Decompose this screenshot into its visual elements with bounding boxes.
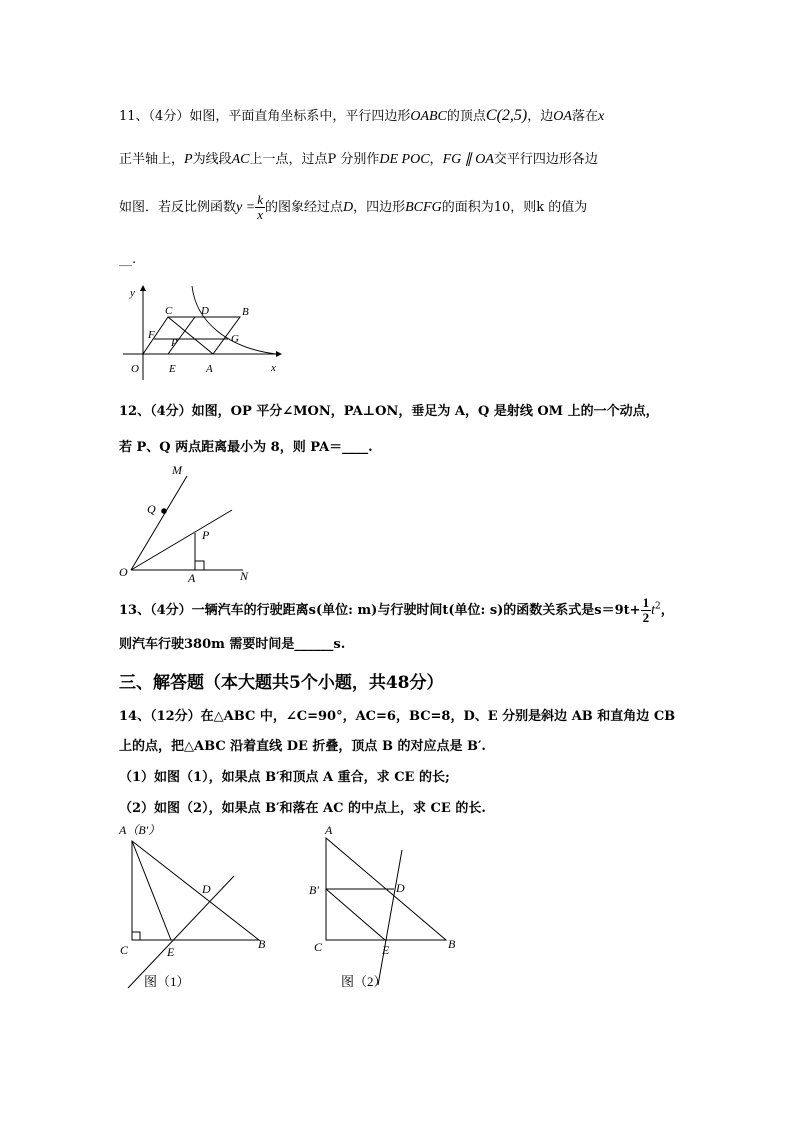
ray-om <box>131 476 187 570</box>
label-p: P <box>171 337 178 349</box>
label-f: F <box>148 329 155 341</box>
label-a: A <box>206 363 213 375</box>
label-p: P <box>202 528 210 542</box>
right-angle-mark <box>132 932 140 940</box>
label-c: C <box>314 940 323 954</box>
label-a: A <box>325 823 333 837</box>
caption: 图（1） <box>144 974 190 989</box>
right-angle-mark <box>195 561 204 570</box>
label-d: D <box>201 305 209 317</box>
label-b: B <box>242 306 249 318</box>
label-c: C <box>120 943 129 957</box>
fraction-one-half: $\frac{1}{2}$ <box>642 595 650 625</box>
q14-line3: （1）如图（1），如果点 B′和顶点 A 重合，求 CE 的长; <box>119 770 450 785</box>
label-o: O <box>131 363 139 375</box>
q13-line2: 则汽车行驶380m 需要时间是______s. <box>119 637 346 652</box>
fold-line-de <box>128 876 234 988</box>
q13-line1: 13、（4分）一辆汽车的行驶距离s(单位: m)与行驶时间t(单位: s)的函数关系式是s＝9t+ $\frac{1}{2}$ $t^2$， <box>119 595 674 625</box>
point-q <box>161 508 167 514</box>
figure-14-2 <box>308 820 468 992</box>
q11-line3: 如图．若反比例函数y = $\frac{k}{x}$ 的图象经过点D，四边形BCFG的面积为10，则k 的值为 <box>119 192 588 222</box>
label-q: Q <box>147 502 156 516</box>
q14-line4: （2）如图（2），如果点 B′和落在 AC 的中点上，求 CE 的长. <box>119 801 486 816</box>
q11-number: 11、 <box>119 109 149 124</box>
label-b: B <box>258 937 266 951</box>
figure-14-1 <box>114 820 284 992</box>
ray-op <box>131 510 232 570</box>
segment-bprime-e <box>326 889 385 940</box>
label-d: D <box>202 882 211 896</box>
label-a: A <box>188 571 196 585</box>
label-o: O <box>119 565 128 579</box>
figure-11-coordinate-plane <box>118 282 288 382</box>
label-bprime: B′ <box>309 883 319 897</box>
label-g: G <box>231 333 239 345</box>
fraction-k-over-x: $\frac{k}{x}$ <box>257 192 263 222</box>
label-e: E <box>169 363 176 375</box>
label-m: M <box>172 463 182 477</box>
figure-12-angle <box>117 462 262 587</box>
label-e: E <box>167 945 175 959</box>
section-heading: 三、解答题（本大题共5个小题，共48分） <box>119 673 444 693</box>
q14-line2: 上的点，把△ABC 沿着直线 DE 折叠，顶点 B 的对应点是 B′. <box>119 739 486 754</box>
label-y: y <box>130 287 135 299</box>
q11-line2: 正半轴上，P为线段AC上一点，过点P 分别作DE POC，FG ∥ OA交平行四边形各边 <box>119 152 598 167</box>
caption: 图（2） <box>341 974 387 989</box>
label-b: B <box>448 937 456 951</box>
label-x: x <box>271 362 276 374</box>
q14-line1: 14、（12分）在△ABC 中，∠C=90°，AC=6，BC=8，D、E 分别是斜边 AB 和直角边 CB <box>119 709 676 724</box>
q11-line4: __. <box>119 252 137 267</box>
label-d: D <box>396 881 405 895</box>
fold-line-de <box>378 850 402 985</box>
q11-line1: 11、（4分）如图，平面直角坐标系中，平行四边形OABC的顶点C(2,5)，边OA落在x <box>119 107 605 124</box>
label-c: C <box>165 305 173 317</box>
q12-line1: 12、（4分）如图，OP 平分∠MON，PA⊥ON，垂足为 A，Q 是射线 OM 上的一个动点， <box>119 404 659 419</box>
q12-line2: 若 P、Q 两点距离最小为 8，则 PA＝____. <box>119 440 373 455</box>
label-e: E <box>382 943 390 957</box>
label-n: N <box>240 569 249 583</box>
label-a-bprime: A（B′） <box>119 823 161 837</box>
